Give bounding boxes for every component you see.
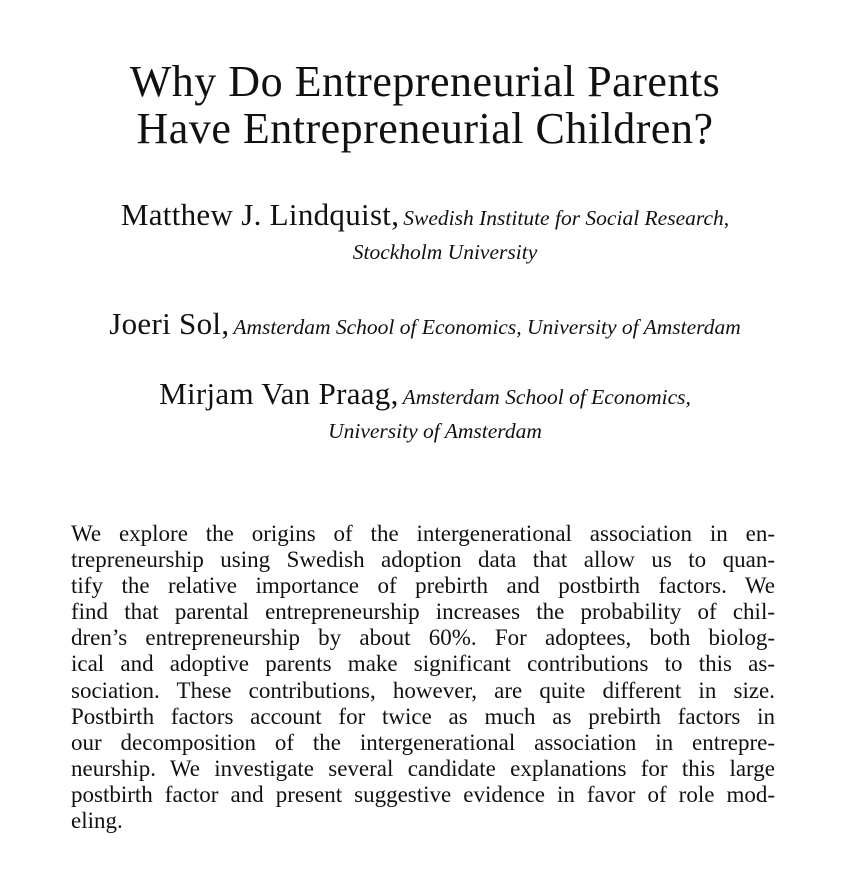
abstract-line: Postbirth factors account for twice as much as prebirth factors in: [71, 703, 775, 729]
author-name: Mirjam Van Praag,: [159, 376, 399, 411]
author-name: Matthew J. Lindquist,: [120, 197, 400, 232]
abstract-line: trepreneurship using Swedish adoption data that allow us to quan-: [71, 547, 775, 573]
author-block-sol: [0, 306, 850, 348]
abstract-line: sociation. These contributions, however, are quite different in size.: [71, 677, 775, 703]
abstract-line: dren’s entrepreneurship by about 60%. For adoptees, both biolog-: [71, 625, 775, 651]
author-affiliation: Swedish Institute for Social Research,: [403, 206, 730, 230]
abstract-line: find that parental entrepreneurship increases the probability of chil-: [71, 599, 775, 625]
title-line-2: Have Entrepreneurial Children?: [136, 104, 714, 153]
author-name: Joeri Sol,: [109, 306, 230, 341]
abstract-line: eling.: [71, 808, 123, 834]
abstract-line: our decomposition of the intergenerational association in entrepre-: [71, 729, 775, 755]
author-affiliation-continued: Stockholm University: [352, 240, 538, 264]
author-block-lindquist: [0, 197, 850, 265]
author-affiliation-continued: University of Amsterdam: [328, 419, 542, 443]
abstract-line: We explore the origins of the intergenerational association in en-: [71, 521, 775, 546]
abstract-line: neurship. We investigate several candidate explanations for this large: [71, 755, 775, 781]
author-affiliation: Amsterdam School of Economics, University of Amsterdam: [233, 315, 741, 339]
abstract-line: ical and adoptive parents make significant contributions to this as-: [71, 651, 775, 677]
author-block-van-praag: [0, 376, 850, 444]
abstract: [71, 521, 775, 834]
paper-title: [0, 58, 850, 152]
author-affiliation: Amsterdam School of Economics,: [402, 385, 691, 409]
title-line-1: Why Do Entrepreneurial Parents: [129, 57, 721, 106]
abstract-line: tify the relative importance of prebirth and postbirth factors. We: [71, 573, 775, 599]
abstract-line: postbirth factor and present suggestive evidence in favor of role mod-: [71, 781, 775, 807]
